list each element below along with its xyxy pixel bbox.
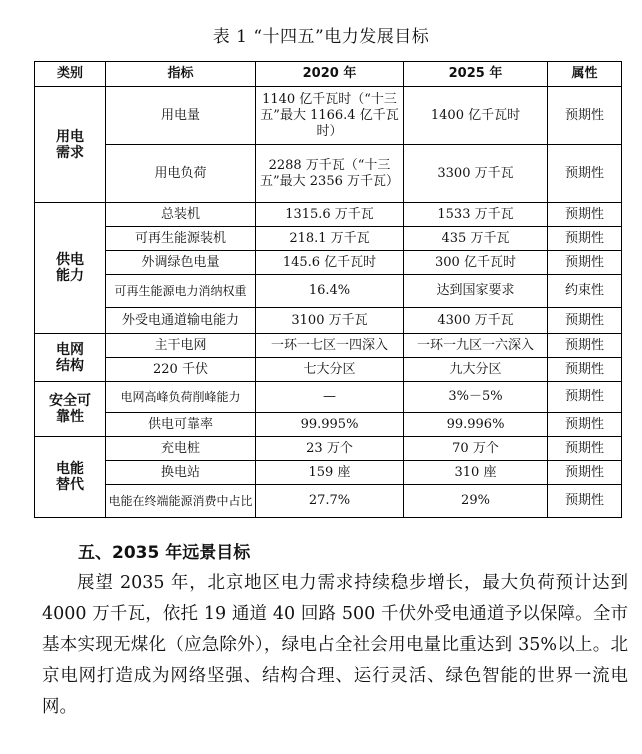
indicator-cell: 电能在终端能源消费中占比 <box>106 485 256 518</box>
indicator-cell: 外受电通道输电能力 <box>106 308 256 334</box>
indicator-cell: 220 千伏 <box>106 358 256 382</box>
header-2020: 2020 年 <box>256 62 404 87</box>
attribute-cell: 预期性 <box>548 485 622 518</box>
table-row <box>35 203 622 227</box>
attribute-cell: 预期性 <box>548 251 622 275</box>
attribute-cell: 预期性 <box>548 145 622 203</box>
table-row <box>35 87 622 145</box>
value-2025-cell: 435 万千瓦 <box>404 227 548 251</box>
header-row <box>35 62 622 87</box>
attribute-cell: 预期性 <box>548 461 622 485</box>
table-row <box>35 437 622 461</box>
value-2025-cell: 70 万个 <box>404 437 548 461</box>
indicator-cell: 换电站 <box>106 461 256 485</box>
indicator-cell: 用电负荷 <box>106 145 256 203</box>
indicator-cell: 外调绿色电量 <box>106 251 256 275</box>
table-row <box>35 461 622 485</box>
category-cell: 用电需求 <box>35 87 106 203</box>
indicator-cell: 可再生能源装机 <box>106 227 256 251</box>
body-paragraph: 展望 2035 年，北京地区电力需求持续稳步增长，最大负荷预计达到 4000 万千瓦，依托 19 通道 40 回路 500 千伏外受电通道予以保障。全市基本实现无煤化（应急除外），绿电占全社会用电量比重达到 35%以上。北京电网打造成为网络坚强、结构合理、运行灵活、绿色智能的世界一流电网。 <box>42 573 628 717</box>
header-indicator: 指标 <box>106 62 256 87</box>
value-2020-cell: 1140 亿千瓦时（“十三五”最大 1166.4 亿千瓦时） <box>256 87 404 145</box>
table-row <box>35 275 622 308</box>
attribute-cell: 预期性 <box>548 334 622 358</box>
value-2025-cell: 4300 万千瓦 <box>404 308 548 334</box>
value-2020-cell: 218.1 万千瓦 <box>256 227 404 251</box>
header-attribute: 属性 <box>548 62 622 87</box>
value-2020-cell: 16.4% <box>256 275 404 308</box>
attribute-cell: 预期性 <box>548 382 622 413</box>
table-caption: 表 1 “十四五”电力发展目标 <box>212 27 430 47</box>
indicator-cell: 供电可靠率 <box>106 413 256 437</box>
header-2025: 2025 年 <box>404 62 548 87</box>
attribute-cell: 预期性 <box>548 87 622 145</box>
indicator-cell: 充电桩 <box>106 437 256 461</box>
indicator-cell: 总装机 <box>106 203 256 227</box>
value-2020-cell: 99.995% <box>256 413 404 437</box>
attribute-cell: 预期性 <box>548 308 622 334</box>
value-2020-cell: 159 座 <box>256 461 404 485</box>
value-2020-cell: 27.7% <box>256 485 404 518</box>
table-row <box>35 358 622 382</box>
table-row <box>35 382 622 413</box>
category-cell: 安全可靠性 <box>35 382 106 437</box>
value-2025-cell: 1400 亿千瓦时 <box>404 87 548 145</box>
value-2025-cell: 3300 万千瓦 <box>404 145 548 203</box>
attribute-cell: 预期性 <box>548 227 622 251</box>
attribute-cell: 约束性 <box>548 275 622 308</box>
value-2025-cell: 300 亿千瓦时 <box>404 251 548 275</box>
table-row <box>35 485 622 518</box>
attribute-cell: 预期性 <box>548 437 622 461</box>
indicator-cell: 主干电网 <box>106 334 256 358</box>
value-2025-cell: 一环一九区一六深入 <box>404 334 548 358</box>
value-2020-cell: — <box>256 382 404 413</box>
attribute-cell: 预期性 <box>548 358 622 382</box>
section-heading: 五、2035 年远景目标 <box>78 543 251 563</box>
indicator-cell: 用电量 <box>106 87 256 145</box>
power-targets-table <box>34 61 622 518</box>
value-2025-cell: 29% <box>404 485 548 518</box>
value-2020-cell: 七大分区 <box>256 358 404 382</box>
header-category: 类别 <box>35 62 106 87</box>
value-2020-cell: 145.6 亿千瓦时 <box>256 251 404 275</box>
value-2025-cell: 3%－5% <box>404 382 548 413</box>
table-row <box>35 145 622 203</box>
value-2025-cell: 达到国家要求 <box>404 275 548 308</box>
category-cell: 电网结构 <box>35 334 106 382</box>
value-2025-cell: 99.996% <box>404 413 548 437</box>
category-cell: 供电能力 <box>35 203 106 334</box>
value-2025-cell: 1533 万千瓦 <box>404 203 548 227</box>
table-row <box>35 308 622 334</box>
value-2020-cell: 2288 万千瓦（“十三五”最大 2356 万千瓦） <box>256 145 404 203</box>
value-2020-cell: 3100 万千瓦 <box>256 308 404 334</box>
value-2020-cell: 1315.6 万千瓦 <box>256 203 404 227</box>
indicator-cell: 电网高峰负荷削峰能力 <box>106 382 256 413</box>
indicator-cell: 可再生能源电力消纳权重 <box>106 275 256 308</box>
value-2020-cell: 一环一七区一四深入 <box>256 334 404 358</box>
value-2020-cell: 23 万个 <box>256 437 404 461</box>
category-cell: 电能替代 <box>35 437 106 518</box>
table-row <box>35 334 622 358</box>
table-row <box>35 227 622 251</box>
attribute-cell: 预期性 <box>548 413 622 437</box>
value-2025-cell: 九大分区 <box>404 358 548 382</box>
value-2025-cell: 310 座 <box>404 461 548 485</box>
table-row <box>35 251 622 275</box>
table-row <box>35 413 622 437</box>
attribute-cell: 预期性 <box>548 203 622 227</box>
